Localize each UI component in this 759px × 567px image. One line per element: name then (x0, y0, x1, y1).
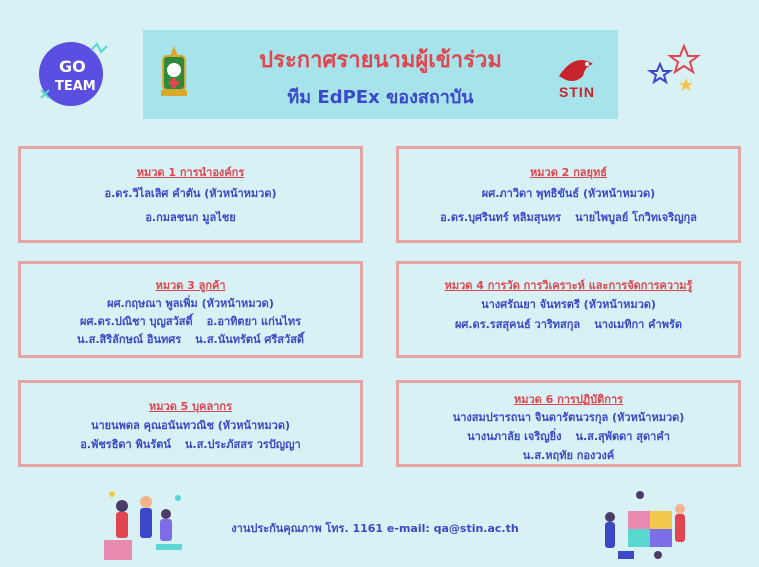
category-box-4 (396, 261, 741, 358)
category-box-6 (396, 380, 741, 467)
footer-contact: งานประกันคุณภาพ โทร. 1161 e-mail: qa@stin.ac.th (231, 522, 519, 535)
stin-logo-text: STIN (559, 84, 595, 100)
category-heading: หมวด 6 การปฏิบัติการ (513, 393, 624, 406)
category-heading: หมวด 2 กลยุทธ์ (530, 166, 607, 179)
member-name: น.ส.สุพัตดา สุดาคำ (575, 430, 670, 443)
member-name: อ.กมลชนก มูลไชย (145, 211, 236, 224)
member-line (399, 408, 738, 426)
member-name: อ.ดร.บุศรินทร์ หลิมสุนทร (440, 211, 562, 224)
member-name: นายไพบูลย์ โกวิทเจริญกุล (575, 211, 697, 224)
member-line (399, 427, 738, 445)
team-illustration-icon (100, 484, 186, 564)
category-heading: หมวด 1 การนำองค์กร (136, 166, 245, 179)
member-line (399, 315, 738, 333)
category-box-2 (396, 146, 741, 243)
category-heading: หมวด 4 การวัด การวิเคราะห์ และการจัดการความรู้ (444, 279, 693, 292)
banner-title: ประกาศรายนามผู้เข้าร่วม (259, 48, 502, 73)
member-name: ผศ.ดร.รสสุคนธ์ วาริทสกุล (454, 318, 581, 331)
member-line (21, 330, 360, 348)
member-name: น.ส.สิริลักษณ์ อินทศร (76, 333, 182, 346)
member-line (399, 295, 738, 313)
member-line (21, 416, 360, 434)
member-line (21, 184, 360, 202)
member-line (399, 184, 738, 202)
member-name: น.ส.ประภัสสร วรปัญญา (184, 438, 301, 451)
member-name: อ.อาทิตยา แก่นไทร (206, 315, 301, 328)
member-name: นางสมปรารถนา จินดารัตนวรกุล (หัวหน้าหมวด) (452, 411, 685, 424)
member-name: นางเมทิกา คำพรัด (594, 318, 683, 331)
category-heading: หมวด 3 ลูกค้า (155, 279, 226, 292)
stars-icon (646, 44, 704, 96)
member-name: นางนภาลัย เจริญยิ่ง (467, 430, 562, 443)
member-line (399, 446, 738, 464)
goteam-logo-line1: GO (59, 57, 86, 76)
puzzle-team-illustration-icon (598, 487, 690, 565)
category-heading: หมวด 5 บุคลากร (149, 400, 232, 413)
member-line (21, 208, 360, 226)
member-name: อ.พัชรธิดา พินรัตน์ (80, 438, 171, 451)
member-name: น.ส.หฤทัย กองวงค์ (522, 449, 615, 462)
member-name: ผศ.ภาวิดา พุทธิขันธ์ (หัวหน้าหมวด) (481, 187, 656, 200)
member-name: อ.ดร.วิไลเลิศ คำตัน (หัวหน้าหมวด) (104, 187, 277, 200)
member-name: ผศ.ดร.ปณิชา บุญสวัสดิ์ (80, 315, 193, 328)
member-name: นายนพดล คุณอนันทวณิช (หัวหน้าหมวด) (90, 419, 290, 432)
banner-subtitle: ทีม EdPEx ของสถาบัน (287, 87, 474, 108)
member-name: ผศ.กฤษณา พูลเพิ่ม (หัวหน้าหมวด) (107, 297, 274, 310)
member-line (399, 208, 738, 226)
category-box-1 (18, 146, 363, 243)
goteam-logo-line2: TEAM (55, 79, 96, 94)
member-line (21, 435, 360, 453)
category-box-5 (18, 380, 363, 467)
category-box-3 (18, 261, 363, 358)
member-line (21, 294, 360, 312)
member-line (21, 312, 360, 330)
goteam-logo (35, 38, 119, 112)
member-name: น.ส.นันทรัตน์ ศรีสวัสดิ์ (195, 333, 305, 346)
announcement-banner (143, 30, 618, 119)
member-name: นางศรัณยา จันทรตรี (หัวหน้าหมวด) (481, 298, 656, 311)
